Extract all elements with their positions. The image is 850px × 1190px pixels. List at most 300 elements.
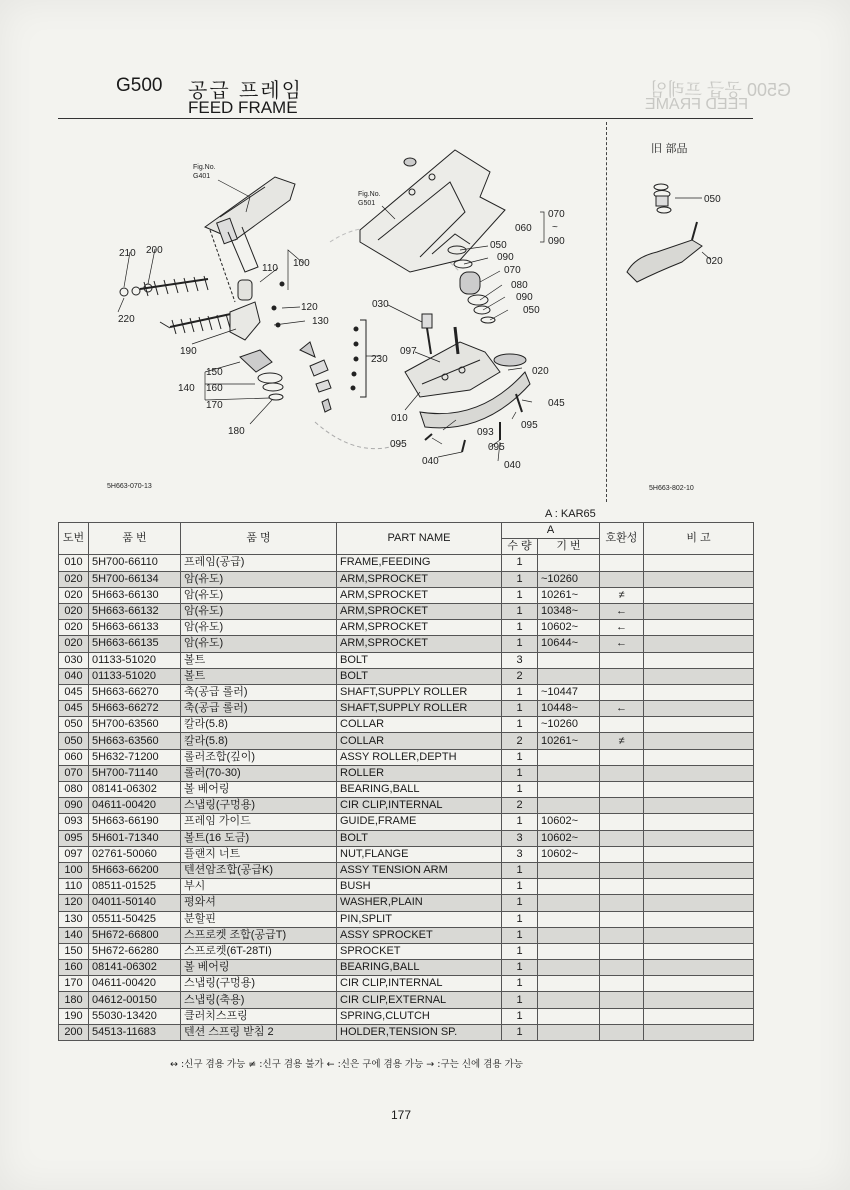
- callout-label: 097: [400, 346, 417, 357]
- korean-name-cell: 암(유도): [181, 587, 337, 603]
- quantity-cell: 1: [502, 814, 538, 830]
- quantity-cell: 1: [502, 701, 538, 717]
- table-row: [59, 701, 754, 717]
- remarks-cell: [644, 1024, 754, 1040]
- ref-no-cell: 095: [59, 830, 89, 846]
- part-name-cell: ROLLER: [337, 765, 502, 781]
- part-name-cell: BEARING,BALL: [337, 782, 502, 798]
- part-name-cell: HOLDER,TENSION SP.: [337, 1024, 502, 1040]
- ref-no-cell: 160: [59, 960, 89, 976]
- remarks-cell: [644, 798, 754, 814]
- interchange-cell: [600, 782, 644, 798]
- table-row: [59, 976, 754, 992]
- interchange-legend: ↔ :신구 겸용 가능 ≠ :신구 겸용 불가 ← :신은 구에 겸용 가능 → :구는 신에 겸용 가능: [170, 1059, 523, 1070]
- korean-name-cell: 부시: [181, 879, 337, 895]
- ref-no-cell: 190: [59, 1008, 89, 1024]
- part-number-cell: 08141-06302: [89, 960, 181, 976]
- quantity-cell: 3: [502, 652, 538, 668]
- callout-label: 180: [228, 426, 245, 437]
- part-name-cell: SHAFT,SUPPLY ROLLER: [337, 701, 502, 717]
- serial-cell: 10602~: [538, 814, 600, 830]
- part-number-cell: 01133-51020: [89, 652, 181, 668]
- interchange-cell: ←: [600, 620, 644, 636]
- serial-cell: ~10447: [538, 684, 600, 700]
- interchange-cell: [600, 798, 644, 814]
- part-number-cell: 5H663-66272: [89, 701, 181, 717]
- callout-label: 070: [504, 265, 521, 276]
- remarks-cell: [644, 603, 754, 619]
- table-row: [59, 1024, 754, 1040]
- table-row: [59, 765, 754, 781]
- quantity-cell: 1: [502, 749, 538, 765]
- quantity-cell: 1: [502, 555, 538, 571]
- interchange-cell: [600, 862, 644, 878]
- interchange-cell: [600, 846, 644, 862]
- part-number-cell: 08511-01525: [89, 879, 181, 895]
- ref-no-cell: 020: [59, 620, 89, 636]
- part-name-cell: CIR CLIP,INTERNAL: [337, 798, 502, 814]
- callout-label: 095: [521, 420, 538, 431]
- korean-name-cell: 볼 베어링: [181, 782, 337, 798]
- table-row: [59, 895, 754, 911]
- korean-name-cell: 롤러(70-30): [181, 765, 337, 781]
- table-row: [59, 717, 754, 733]
- korean-name-cell: 축(공급 롤러): [181, 684, 337, 700]
- part-name-cell: BOLT: [337, 652, 502, 668]
- part-number-cell: 5H700-63560: [89, 717, 181, 733]
- korean-name-cell: 볼트: [181, 652, 337, 668]
- ref-no-cell: 100: [59, 862, 89, 878]
- interchange-cell: [600, 555, 644, 571]
- callout-label: 093: [477, 427, 494, 438]
- part-name-cell: ASSY ROLLER,DEPTH: [337, 749, 502, 765]
- quantity-cell: 1: [502, 911, 538, 927]
- part-name-cell: SHAFT,SUPPLY ROLLER: [337, 684, 502, 700]
- callout-label: 090: [516, 292, 533, 303]
- part-name-cell: FRAME,FEEDING: [337, 555, 502, 571]
- part-number-cell: 04611-00420: [89, 798, 181, 814]
- callout-label: 200: [146, 245, 163, 256]
- korean-name-cell: 볼트(16 도금): [181, 830, 337, 846]
- ref-no-cell: 020: [59, 636, 89, 652]
- table-row: [59, 814, 754, 830]
- part-number-cell: 02761-50060: [89, 846, 181, 862]
- ref-no-cell: 060: [59, 749, 89, 765]
- interchange-cell: [600, 749, 644, 765]
- remarks-cell: [644, 620, 754, 636]
- part-number-cell: 5H663-66130: [89, 587, 181, 603]
- remarks-cell: [644, 749, 754, 765]
- part-name-cell: WASHER,PLAIN: [337, 895, 502, 911]
- remarks-cell: [644, 701, 754, 717]
- serial-cell: [538, 943, 600, 959]
- callout-label: 190: [180, 346, 197, 357]
- part-number-cell: 01133-51020: [89, 668, 181, 684]
- table-row: [59, 652, 754, 668]
- table-row: [59, 782, 754, 798]
- interchange-cell: [600, 684, 644, 700]
- interchange-cell: ≠: [600, 587, 644, 603]
- korean-name-cell: 스프로켓(6T-28TI): [181, 943, 337, 959]
- callout-label: 100: [293, 258, 310, 269]
- table-row: [59, 879, 754, 895]
- part-name-cell: COLLAR: [337, 717, 502, 733]
- col-header-no: 도번: [59, 523, 89, 555]
- korean-name-cell: 플랜지 너트: [181, 846, 337, 862]
- part-number-cell: 5H700-66134: [89, 571, 181, 587]
- drawing-code: 5H663-802-10: [649, 485, 694, 492]
- interchange-cell: [600, 765, 644, 781]
- quantity-cell: 1: [502, 782, 538, 798]
- table-row: [59, 830, 754, 846]
- serial-cell: 10644~: [538, 636, 600, 652]
- interchange-cell: [600, 814, 644, 830]
- drawing-code: 5H663-070-13: [107, 483, 152, 490]
- callout-label: 210: [119, 248, 136, 259]
- serial-cell: [538, 927, 600, 943]
- remarks-cell: [644, 830, 754, 846]
- remarks-cell: [644, 587, 754, 603]
- parts-table: [58, 522, 754, 1041]
- quantity-cell: 1: [502, 960, 538, 976]
- ref-no-cell: 110: [59, 879, 89, 895]
- serial-cell: [538, 798, 600, 814]
- serial-cell: [538, 895, 600, 911]
- ref-no-cell: 020: [59, 603, 89, 619]
- part-name-cell: BUSH: [337, 879, 502, 895]
- col-header-part-name: PART NAME: [337, 523, 502, 555]
- model-label: A : KAR65: [545, 508, 596, 520]
- serial-cell: [538, 1024, 600, 1040]
- col-header-part-no: 품 번: [89, 523, 181, 555]
- remarks-cell: [644, 992, 754, 1008]
- ref-no-cell: 050: [59, 733, 89, 749]
- quantity-cell: 1: [502, 1024, 538, 1040]
- part-number-cell: 54513-11683: [89, 1024, 181, 1040]
- interchange-cell: [600, 895, 644, 911]
- part-number-cell: 04011-50140: [89, 895, 181, 911]
- quantity-cell: 1: [502, 1008, 538, 1024]
- part-name-cell: NUT,FLANGE: [337, 846, 502, 862]
- part-name-cell: BOLT: [337, 668, 502, 684]
- old-parts-diagram: [607, 122, 753, 507]
- ref-no-cell: 090: [59, 798, 89, 814]
- callout-label: 110: [262, 263, 278, 274]
- serial-cell: [538, 911, 600, 927]
- ref-no-cell: 180: [59, 992, 89, 1008]
- korean-name-cell: 텐션암조합(공급K): [181, 862, 337, 878]
- quantity-cell: 1: [502, 862, 538, 878]
- korean-name-cell: 암(유도): [181, 571, 337, 587]
- interchange-cell: [600, 960, 644, 976]
- part-name-cell: BEARING,BALL: [337, 960, 502, 976]
- col-header-serial: 기 번: [538, 539, 600, 555]
- korean-name-cell: 분할핀: [181, 911, 337, 927]
- serial-cell: [538, 555, 600, 571]
- korean-name-cell: 암(유도): [181, 603, 337, 619]
- callout-label: 230: [371, 354, 388, 365]
- section-title-korean: 공급 프레임: [188, 78, 303, 102]
- part-number-cell: 5H663-63560: [89, 733, 181, 749]
- remarks-cell: [644, 976, 754, 992]
- remarks-cell: [644, 782, 754, 798]
- callout-label: 150: [206, 367, 223, 378]
- serial-cell: [538, 765, 600, 781]
- korean-name-cell: 볼 베어링: [181, 960, 337, 976]
- interchange-cell: ←: [600, 603, 644, 619]
- quantity-cell: 1: [502, 684, 538, 700]
- serial-cell: 10602~: [538, 620, 600, 636]
- ref-no-cell: 045: [59, 701, 89, 717]
- callout-label: 045: [548, 398, 565, 409]
- ref-no-cell: 093: [59, 814, 89, 830]
- interchange-cell: [600, 1008, 644, 1024]
- page-number: 177: [391, 1108, 412, 1122]
- remarks-cell: [644, 879, 754, 895]
- col-header-remarks: 비 고: [644, 523, 754, 555]
- ref-no-cell: 040: [59, 668, 89, 684]
- serial-cell: 10602~: [538, 846, 600, 862]
- ref-no-cell: 130: [59, 911, 89, 927]
- part-number-cell: 5H663-66133: [89, 620, 181, 636]
- callout-label: 090: [497, 252, 514, 263]
- part-number-cell: 5H672-66280: [89, 943, 181, 959]
- fig-ref-number: G401: [193, 173, 211, 180]
- part-number-cell: 04612-00150: [89, 992, 181, 1008]
- part-name-cell: PIN,SPLIT: [337, 911, 502, 927]
- remarks-cell: [644, 911, 754, 927]
- part-name-cell: ARM,SPROCKET: [337, 620, 502, 636]
- remarks-cell: [644, 765, 754, 781]
- part-number-cell: 5H601-71340: [89, 830, 181, 846]
- korean-name-cell: 칼라(5.8): [181, 733, 337, 749]
- callout-label: 030: [372, 299, 389, 310]
- korean-name-cell: 스프로켓 조합(공급T): [181, 927, 337, 943]
- interchange-cell: [600, 911, 644, 927]
- ref-no-cell: 170: [59, 976, 89, 992]
- quantity-cell: 2: [502, 733, 538, 749]
- table-row: [59, 862, 754, 878]
- serial-cell: ~10260: [538, 571, 600, 587]
- korean-name-cell: 평와셔: [181, 895, 337, 911]
- part-name-cell: ASSY TENSION ARM: [337, 862, 502, 878]
- serial-cell: [538, 879, 600, 895]
- quantity-cell: 1: [502, 976, 538, 992]
- interchange-cell: [600, 1024, 644, 1040]
- table-row: [59, 668, 754, 684]
- interchange-cell: [600, 717, 644, 733]
- table-row: [59, 846, 754, 862]
- serial-cell: 10261~: [538, 587, 600, 603]
- part-name-cell: CIR CLIP,EXTERNAL: [337, 992, 502, 1008]
- fig-ref-number: G501: [358, 200, 376, 207]
- serial-cell: 10602~: [538, 830, 600, 846]
- table-row: [59, 1008, 754, 1024]
- ref-no-cell: 045: [59, 684, 89, 700]
- remarks-cell: [644, 814, 754, 830]
- callout-label: 020: [706, 256, 723, 267]
- remarks-cell: [644, 636, 754, 652]
- fig-ref-label: Fig.No.: [193, 164, 216, 171]
- serial-cell: 10348~: [538, 603, 600, 619]
- ref-no-cell: 050: [59, 717, 89, 733]
- col-header-group-a: A: [502, 523, 600, 539]
- callout-label: 080: [511, 280, 528, 291]
- part-number-cell: 5H663-66132: [89, 603, 181, 619]
- interchange-cell: [600, 830, 644, 846]
- serial-cell: 10448~: [538, 701, 600, 717]
- part-number-cell: 5H700-66110: [89, 555, 181, 571]
- quantity-cell: 1: [502, 879, 538, 895]
- interchange-cell: [600, 668, 644, 684]
- table-row: [59, 733, 754, 749]
- ref-no-cell: 097: [59, 846, 89, 862]
- korean-name-cell: 볼트: [181, 668, 337, 684]
- interchange-cell: [600, 943, 644, 959]
- interchange-cell: [600, 976, 644, 992]
- table-row: [59, 636, 754, 652]
- serial-cell: [538, 960, 600, 976]
- part-number-cell: 5H663-66190: [89, 814, 181, 830]
- callout-label: 050: [523, 305, 540, 316]
- part-name-cell: GUIDE,FRAME: [337, 814, 502, 830]
- part-name-cell: BOLT: [337, 830, 502, 846]
- part-name-cell: ASSY SPROCKET: [337, 927, 502, 943]
- remarks-cell: [644, 1008, 754, 1024]
- serial-cell: [538, 862, 600, 878]
- table-row: [59, 571, 754, 587]
- callout-label: 095: [390, 439, 407, 450]
- part-name-cell: ARM,SPROCKET: [337, 636, 502, 652]
- korean-name-cell: 칼라(5.8): [181, 717, 337, 733]
- interchange-cell: [600, 571, 644, 587]
- remarks-cell: [644, 846, 754, 862]
- table-row: [59, 603, 754, 619]
- part-name-cell: ARM,SPROCKET: [337, 603, 502, 619]
- callout-label: 160: [206, 383, 223, 394]
- quantity-cell: 1: [502, 943, 538, 959]
- table-row: [59, 992, 754, 1008]
- bleed-through-text: G500 공급 프레임: [650, 80, 791, 100]
- part-number-cell: 5H632-71200: [89, 749, 181, 765]
- ref-no-cell: 150: [59, 943, 89, 959]
- part-name-cell: COLLAR: [337, 733, 502, 749]
- interchange-cell: [600, 879, 644, 895]
- callout-label: ~: [552, 222, 558, 233]
- table-row: [59, 749, 754, 765]
- col-header-qty: 수 량: [502, 539, 538, 555]
- part-name-cell: SPROCKET: [337, 943, 502, 959]
- fig-ref-label: Fig.No.: [358, 191, 381, 198]
- serial-cell: [538, 782, 600, 798]
- table-row: [59, 587, 754, 603]
- part-number-cell: 05511-50425: [89, 911, 181, 927]
- part-number-cell: 55030-13420: [89, 1008, 181, 1024]
- quantity-cell: 1: [502, 571, 538, 587]
- ref-no-cell: 080: [59, 782, 89, 798]
- quantity-cell: 1: [502, 895, 538, 911]
- quantity-cell: 1: [502, 620, 538, 636]
- part-name-cell: ARM,SPROCKET: [337, 571, 502, 587]
- remarks-cell: [644, 895, 754, 911]
- table-row: [59, 798, 754, 814]
- quantity-cell: 3: [502, 830, 538, 846]
- quantity-cell: 1: [502, 717, 538, 733]
- col-header-name-ko: 품 명: [181, 523, 337, 555]
- table-row: [59, 620, 754, 636]
- quantity-cell: 3: [502, 846, 538, 862]
- part-number-cell: 5H663-66200: [89, 862, 181, 878]
- callout-label: 140: [178, 383, 195, 394]
- interchange-cell: ←: [600, 636, 644, 652]
- part-number-cell: 5H663-66135: [89, 636, 181, 652]
- callout-label: 050: [490, 240, 507, 251]
- korean-name-cell: 스냅링(구멍용): [181, 976, 337, 992]
- callout-label: 220: [118, 314, 135, 325]
- callout-label: 010: [391, 413, 408, 424]
- exploded-parts-diagram: [60, 122, 605, 507]
- part-number-cell: 5H700-71140: [89, 765, 181, 781]
- part-number-cell: 08141-06302: [89, 782, 181, 798]
- interchange-cell: [600, 652, 644, 668]
- korean-name-cell: 스냅링(축용): [181, 992, 337, 1008]
- col-header-interchange: 호환성: [600, 523, 644, 555]
- callout-label: 120: [301, 302, 318, 313]
- table-row: [59, 927, 754, 943]
- interchange-cell: ≠: [600, 733, 644, 749]
- remarks-cell: [644, 668, 754, 684]
- table-row: [59, 960, 754, 976]
- bleed-through-text: FEED FRAME: [645, 96, 749, 113]
- korean-name-cell: 롤러조합(깊이): [181, 749, 337, 765]
- old-parts-title: 旧 部品: [651, 142, 688, 155]
- interchange-cell: [600, 927, 644, 943]
- part-name-cell: CIR CLIP,INTERNAL: [337, 976, 502, 992]
- callout-label: 130: [312, 316, 329, 327]
- callout-label: 040: [504, 460, 521, 471]
- serial-cell: [538, 1008, 600, 1024]
- quantity-cell: 1: [502, 927, 538, 943]
- serial-cell: 10261~: [538, 733, 600, 749]
- callout-label: 050: [704, 194, 721, 205]
- serial-cell: [538, 749, 600, 765]
- section-title-english: FEED FRAME: [188, 98, 298, 117]
- part-number-cell: 5H672-66800: [89, 927, 181, 943]
- remarks-cell: [644, 717, 754, 733]
- remarks-cell: [644, 927, 754, 943]
- section-code: G500: [116, 75, 163, 96]
- callout-label: 090: [548, 236, 565, 247]
- korean-name-cell: 클러치스프링: [181, 1008, 337, 1024]
- header-rule: [58, 118, 753, 119]
- ref-no-cell: 200: [59, 1024, 89, 1040]
- korean-name-cell: 축(공급 롤러): [181, 701, 337, 717]
- remarks-cell: [644, 733, 754, 749]
- korean-name-cell: 스냅링(구멍용): [181, 798, 337, 814]
- interchange-cell: [600, 992, 644, 1008]
- ref-no-cell: 010: [59, 555, 89, 571]
- remarks-cell: [644, 571, 754, 587]
- serial-cell: ~10260: [538, 717, 600, 733]
- callout-label: 040: [422, 456, 439, 467]
- ref-no-cell: 020: [59, 571, 89, 587]
- part-number-cell: 04611-00420: [89, 976, 181, 992]
- callout-label: 060: [515, 223, 532, 234]
- serial-cell: [538, 976, 600, 992]
- table-row: [59, 943, 754, 959]
- quantity-cell: 2: [502, 798, 538, 814]
- table-row: [59, 684, 754, 700]
